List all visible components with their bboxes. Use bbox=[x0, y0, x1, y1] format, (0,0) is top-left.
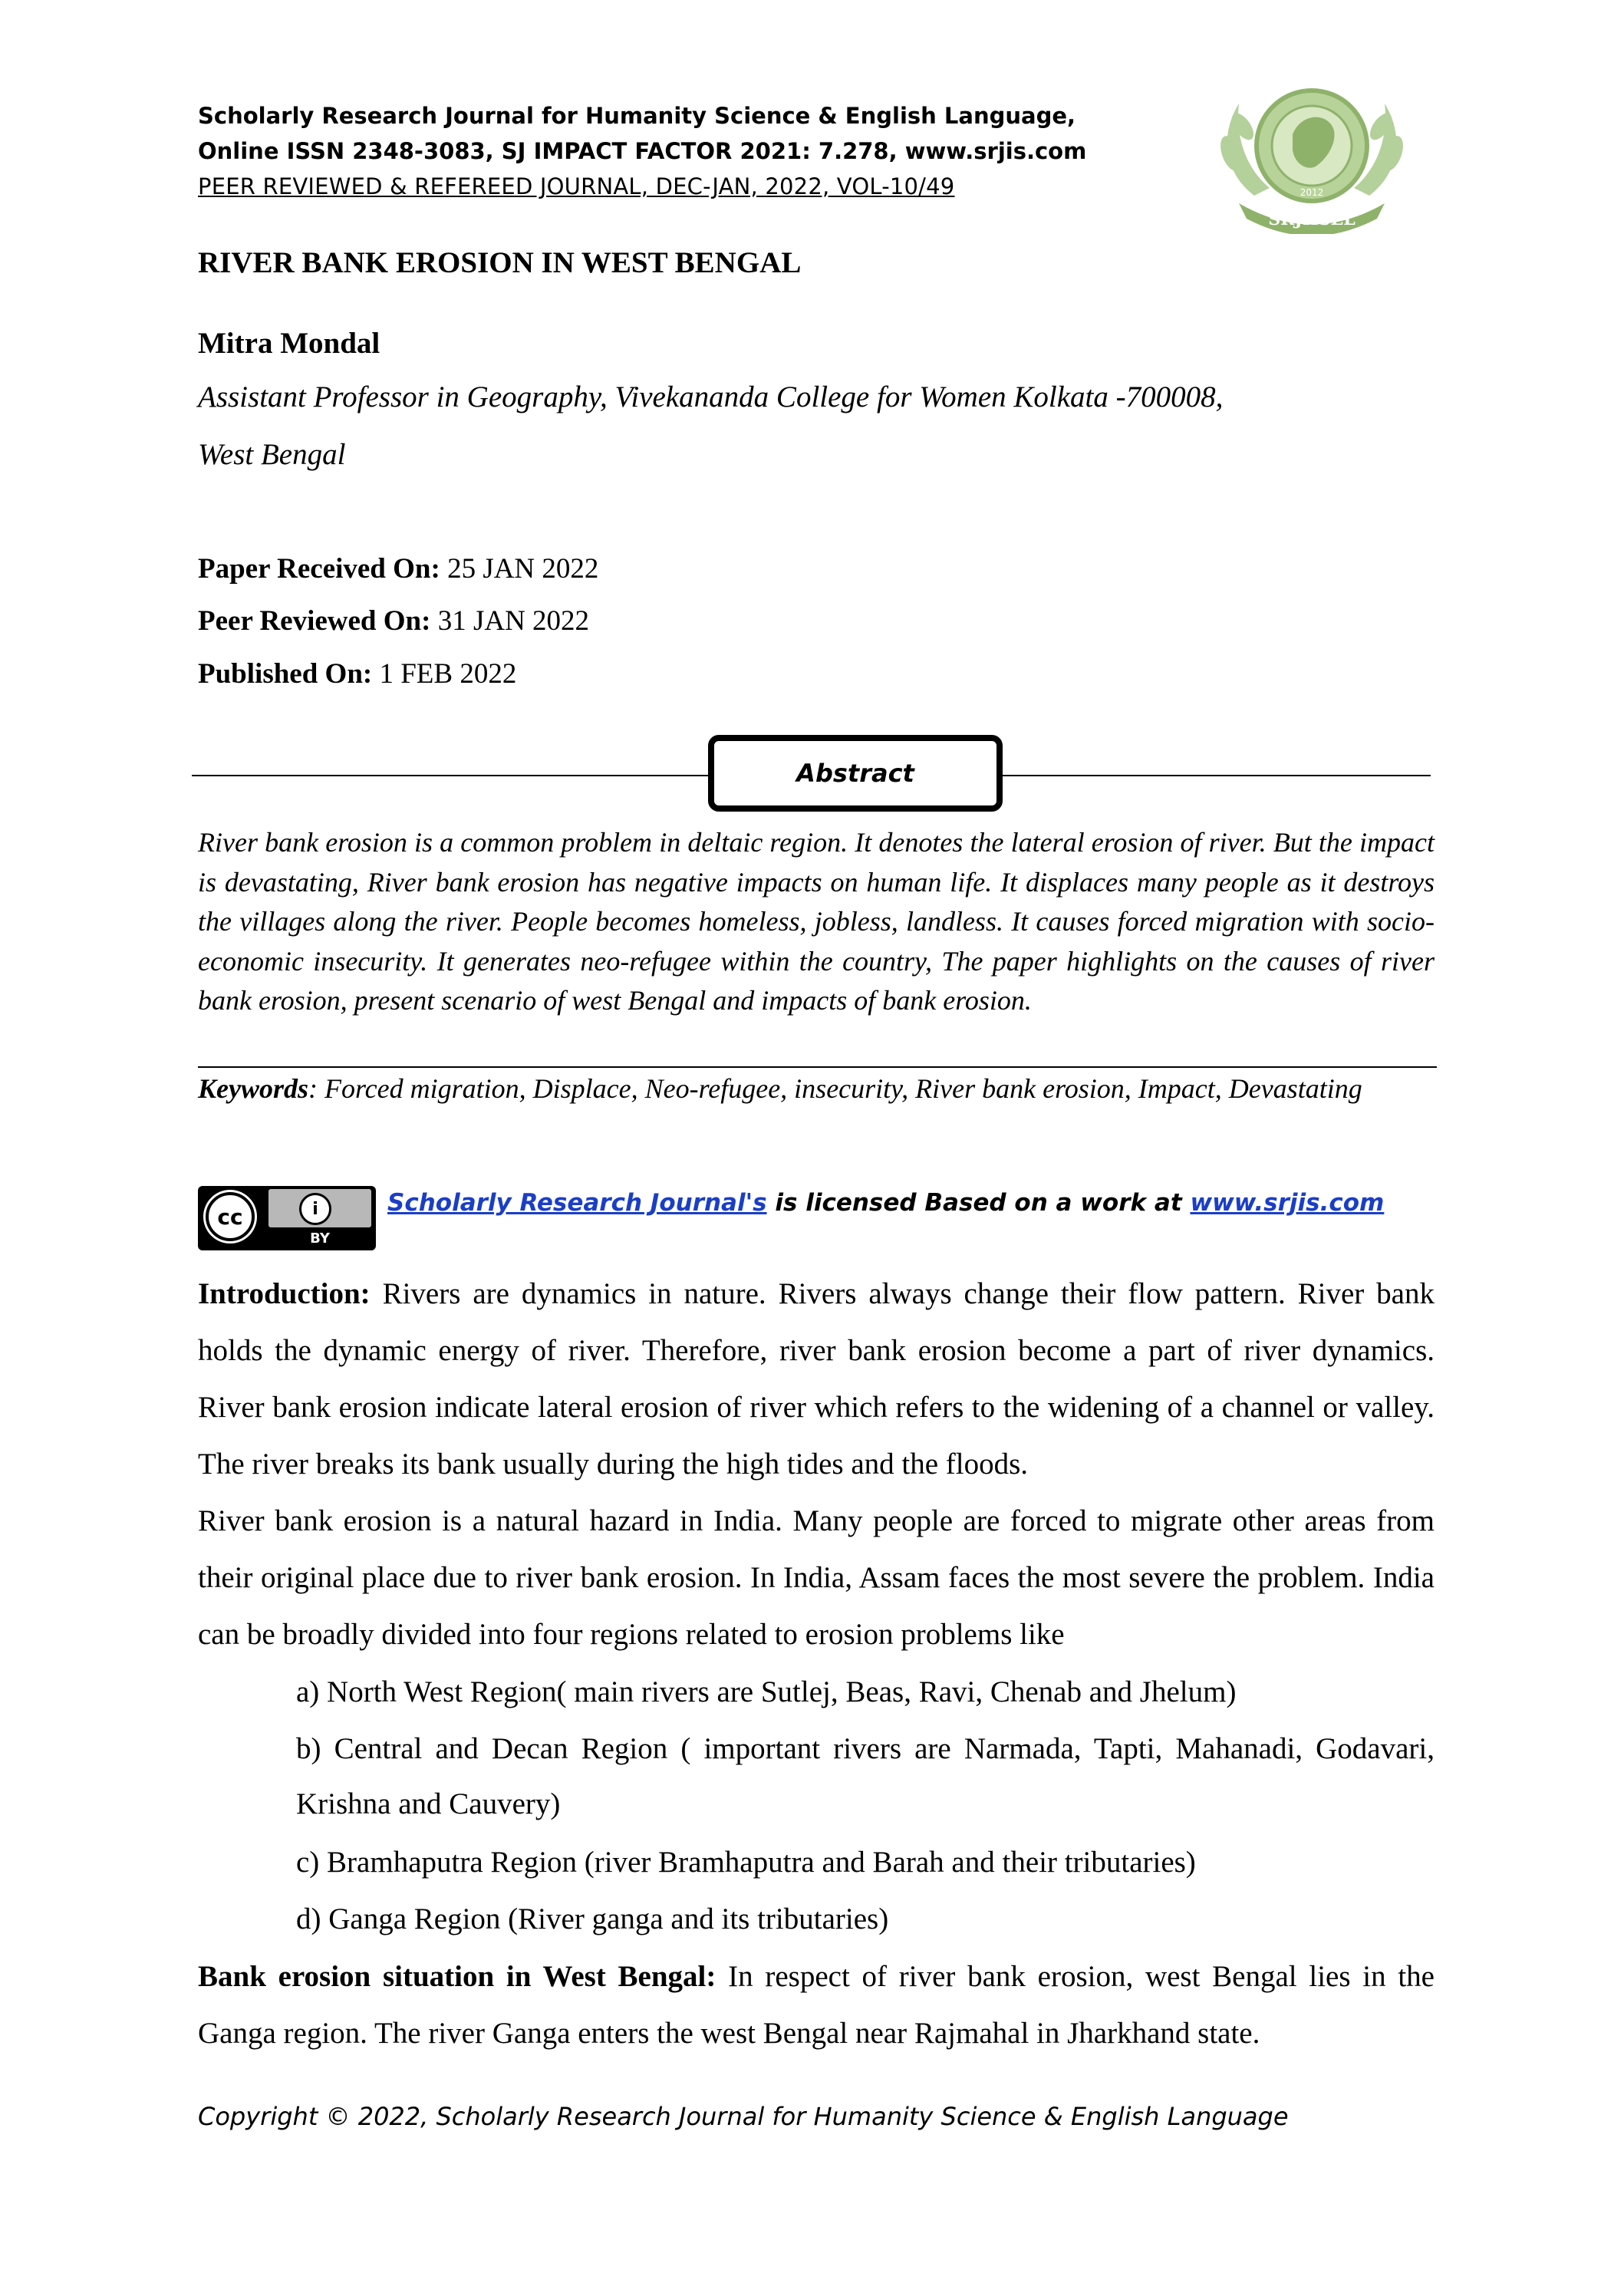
author-affiliation: Assistant Professor in Geography, Vivekananda College for Women Kolkata -700008, bbox=[198, 380, 1224, 413]
keywords-rule bbox=[198, 1066, 1437, 1068]
published-date: Published On: 1 FEB 2022 bbox=[198, 658, 517, 690]
abstract-rule-right bbox=[997, 775, 1431, 776]
logo-text: SRJHSEL bbox=[1268, 209, 1356, 229]
list-item: d) Ganga Region (River ganga and its tributaries) bbox=[296, 1902, 889, 1935]
journal-logo bbox=[1208, 81, 1415, 234]
reviewed-date: Peer Reviewed On: 31 JAN 2022 bbox=[198, 605, 590, 637]
license-statement: Scholarly Research Journal's is licensed Based on a work at www.srjis.com bbox=[387, 1189, 1385, 1217]
abstract-text: River bank erosion is a common problem in deltaic region. It denotes the lateral erosion of river. But the impact is devastating, River bank erosion has negative impacts on human life. It displaces many people as it destroys the villages along the river. People becomes homeless, jobless, landless. It causes forced migration with socio- economic insecurity. It generates neo-refugee within the country, The paper highlights on the causes of river bank erosion, present scenario of west Bengal and impacts of bank erosion. bbox=[198, 827, 1435, 1016]
journal-issn: Online ISSN 2348-3083, SJ IMPACT FACTOR 2021: 7.278, www.srjis.com bbox=[198, 138, 1087, 164]
intro-paragraph: Introduction: Rivers are dynamics in nature. Rivers always change their flow pattern. River bank holds the dynamic energy of river. Therefore, river bank erosion become a part of river dynamics. River bank erosion indicate lateral erosion of river which refers to the widening of a channel or valley. The river breaks its bank usually during the high tides and the floods. bbox=[198, 1277, 1435, 1481]
list-item: b) Central and Decan Region ( important rivers are Narmada, Tapti, Mahanadi, Godavari, Krishna and Cauvery) bbox=[296, 1732, 1435, 1820]
logo-year: 2012 bbox=[1300, 187, 1324, 198]
paper-title: RIVER BANK EROSION IN WEST BENGAL bbox=[198, 246, 802, 279]
website-link[interactable]: www.srjis.com bbox=[1190, 1189, 1385, 1217]
list-item: c) Bramhaputra Region (river Bramhaputra and Barah and their tributaries) bbox=[296, 1846, 1196, 1879]
journal-link[interactable]: Scholarly Research Journal's bbox=[387, 1189, 767, 1217]
attribution-icon: i bbox=[299, 1193, 331, 1225]
cc-by-badge[interactable] bbox=[198, 1186, 376, 1250]
abstract-heading: Abstract bbox=[708, 735, 1003, 812]
keywords: Keywords: Forced migration, Displace, Neo-refugee, insecurity, River bank erosion, Impact, Devastating bbox=[198, 1073, 1362, 1104]
intro-paragraph-2: River bank erosion is a natural hazard in India. Many people are forced to migrate other areas from their original place due to river bank erosion. In India, Assam faces the most severe the problem. India can be broadly divided into four regions related to erosion problems like bbox=[198, 1504, 1435, 1651]
copyright-footer: Copyright © 2022, Scholarly Research Journal for Humanity Science & English Language bbox=[198, 2102, 1289, 2131]
abstract-rule-left bbox=[192, 775, 713, 776]
list-item: a) North West Region( main rivers are Sutlej, Beas, Ravi, Chenab and Jhelum) bbox=[296, 1675, 1237, 1708]
author-name: Mitra Mondal bbox=[198, 327, 380, 360]
journal-volume: PEER REVIEWED & REFEREED JOURNAL, DEC-JAN, 2022, VOL-10/49 bbox=[198, 173, 955, 199]
received-date: Paper Received On: 25 JAN 2022 bbox=[198, 553, 599, 585]
cc-icon: cc bbox=[206, 1192, 255, 1241]
section-west-bengal: Bank erosion situation in West Bengal: In respect of river bank erosion, west Bengal lies in the Ganga region. The river Ganga enters the west Bengal near Rajmahal in Jharkhand state. bbox=[198, 1960, 1435, 2050]
by-label: BY bbox=[310, 1230, 330, 1247]
author-affiliation-cont: West Bengal bbox=[198, 438, 346, 471]
journal-name: Scholarly Research Journal for Humanity Science & English Language, bbox=[198, 103, 1076, 129]
